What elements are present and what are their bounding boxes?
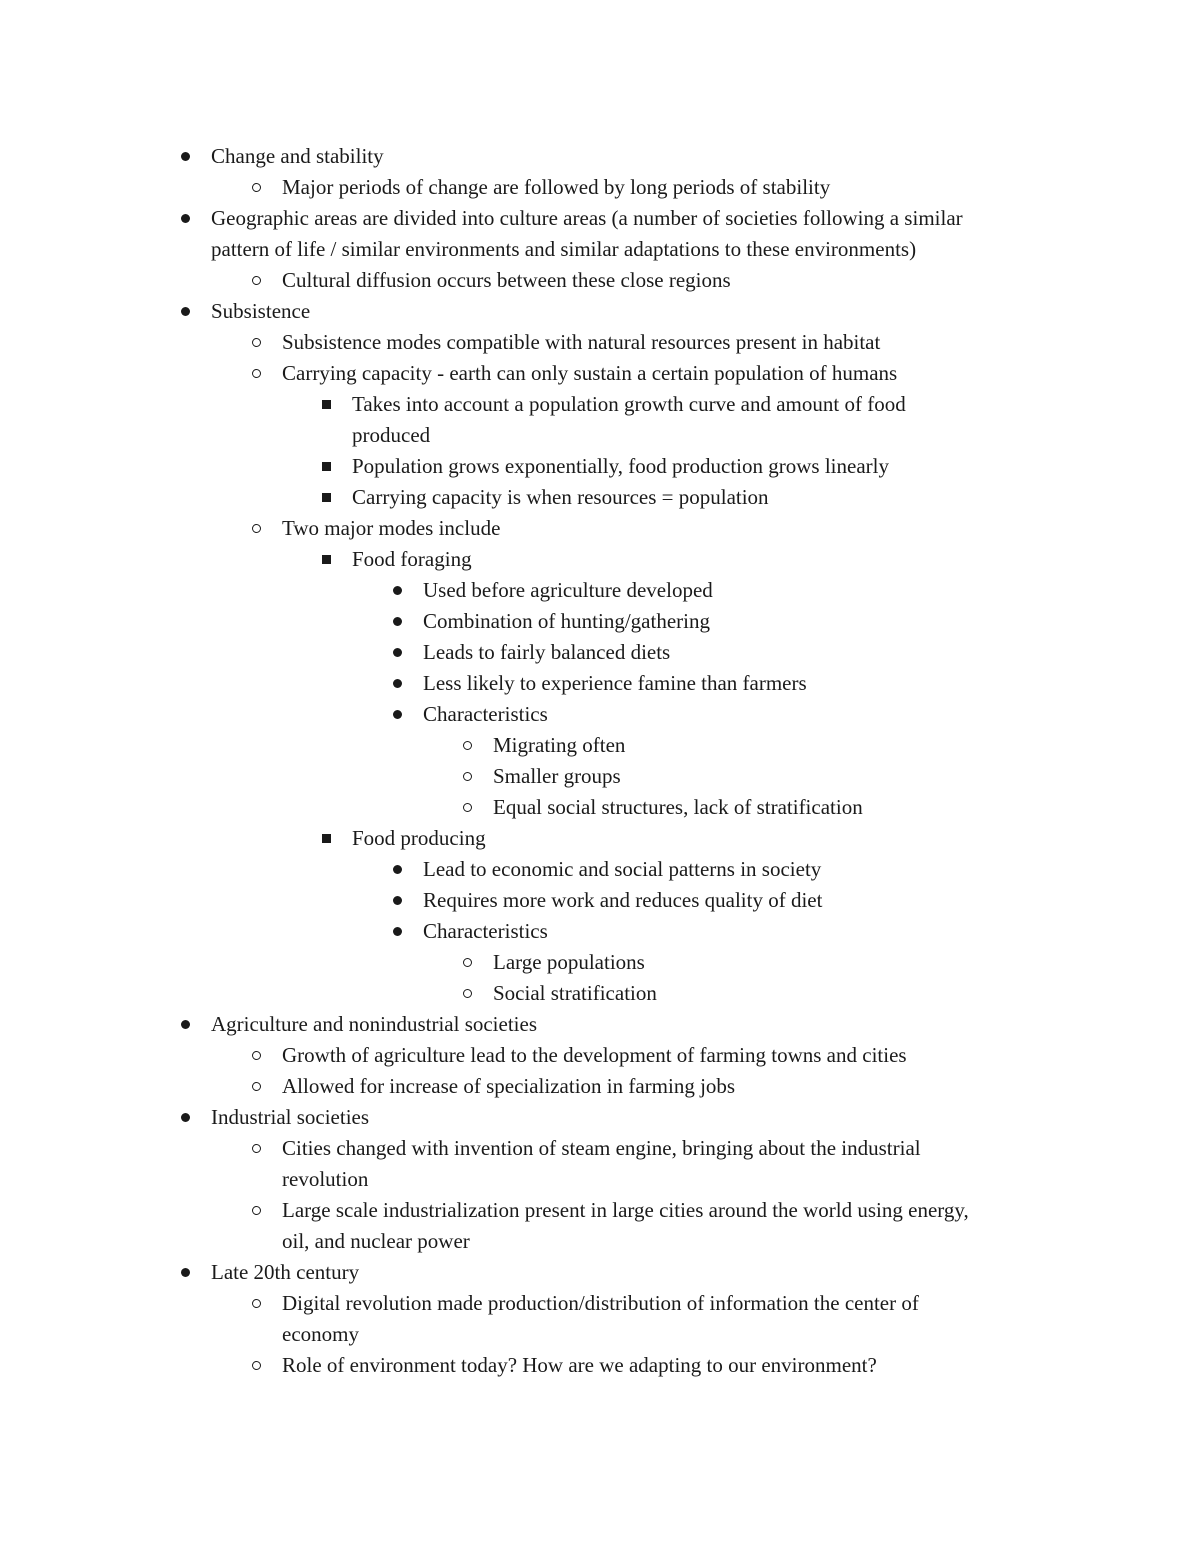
list-item: [0, 1009, 1200, 1040]
list-item-text: Cities changed with invention of steam engine, bringing about the industrial: [282, 1136, 921, 1160]
list-item: [0, 575, 1200, 606]
list-item: [0, 730, 1200, 761]
list-item: [0, 1195, 1200, 1226]
bullet-circle-icon: [457, 761, 477, 781]
list-item-text: Smaller groups: [493, 764, 621, 788]
list-item-text: Social stratification: [493, 981, 657, 1005]
list-item-text: Food foraging: [352, 547, 472, 571]
list-item: [0, 668, 1200, 699]
list-item: [0, 637, 1200, 668]
bullet-circle-icon: [246, 513, 266, 533]
list-item: [0, 1040, 1200, 1071]
list-item: [0, 978, 1200, 1009]
bullet-circle-icon: [246, 1195, 266, 1215]
list-item-continuation: [0, 1226, 1200, 1257]
list-item-text: Takes into account a population growth curve and amount of food: [352, 392, 906, 416]
list-item-continuation: [0, 1164, 1200, 1195]
list-item-text: Migrating often: [493, 733, 626, 757]
list-item: [0, 792, 1200, 823]
list-item-text: Subsistence: [211, 299, 311, 323]
bullet-circle-icon: [246, 1288, 266, 1308]
list-item: [0, 172, 1200, 203]
list-item-text: revolution: [282, 1167, 369, 1191]
list-item: [0, 606, 1200, 637]
bullet-disc-icon: [387, 854, 407, 874]
list-item: [0, 451, 1200, 482]
list-item-text: Carrying capacity is when resources = population: [352, 485, 769, 509]
bullet-disc-icon: [175, 141, 195, 161]
bullet-disc-icon: [387, 575, 407, 595]
list-item-continuation: [0, 420, 1200, 451]
bullet-circle-icon: [246, 1133, 266, 1153]
bullet-disc-icon: [387, 699, 407, 719]
bullet-circle-icon: [246, 1071, 266, 1091]
list-item-continuation: [0, 1319, 1200, 1350]
list-item-text: Industrial societies: [211, 1105, 370, 1129]
bullet-disc-icon: [175, 1257, 195, 1277]
list-item-text: Equal social structures, lack of stratification: [493, 795, 863, 819]
list-item-text: Late 20th century: [211, 1260, 360, 1284]
bullet-circle-icon: [246, 1040, 266, 1060]
bullet-square-icon: [316, 451, 336, 471]
list-item-text: Role of environment today? How are we adapting to our environment?: [282, 1353, 877, 1377]
list-item: [0, 1071, 1200, 1102]
list-item: [0, 1133, 1200, 1164]
list-item-text: Geographic areas are divided into culture areas (a number of societies following a similar: [211, 206, 963, 230]
list-item: [0, 544, 1200, 575]
list-item: [0, 482, 1200, 513]
list-item: [0, 1102, 1200, 1133]
bullet-circle-icon: [246, 1350, 266, 1370]
list-item-text: pattern of life / similar environments and similar adaptations to these environments): [211, 237, 917, 261]
list-item-text: oil, and nuclear power: [282, 1229, 470, 1253]
bullet-disc-icon: [387, 606, 407, 626]
list-item-text: Large populations: [493, 950, 645, 974]
list-item: [0, 947, 1200, 978]
list-item: [0, 513, 1200, 544]
list-item-text: Lead to economic and social patterns in society: [423, 857, 822, 881]
bullet-circle-icon: [457, 792, 477, 812]
list-item: [0, 854, 1200, 885]
list-item-text: Carrying capacity - earth can only sustain a certain population of humans: [282, 361, 898, 385]
list-item-text: Food producing: [352, 826, 486, 850]
list-item-text: Subsistence modes compatible with natural resources present in habitat: [282, 330, 881, 354]
list-item-text: Requires more work and reduces quality of diet: [423, 888, 823, 912]
list-item-text: Allowed for increase of specialization in farming jobs: [282, 1074, 736, 1098]
bullet-disc-icon: [175, 203, 195, 223]
bullet-disc-icon: [175, 296, 195, 316]
bullet-disc-icon: [175, 1009, 195, 1029]
list-item-text: Growth of agriculture lead to the development of farming towns and cities: [282, 1043, 907, 1067]
list-item-text: Leads to fairly balanced diets: [423, 640, 671, 664]
list-item-text: Combination of hunting/gathering: [423, 609, 710, 633]
bullet-disc-icon: [387, 668, 407, 688]
list-item-text: economy: [282, 1322, 359, 1346]
list-item: [0, 203, 1200, 234]
bullet-circle-icon: [246, 327, 266, 347]
list-item-text: Used before agriculture developed: [423, 578, 713, 602]
list-item-text: Cultural diffusion occurs between these close regions: [282, 268, 731, 292]
bullet-circle-icon: [246, 172, 266, 192]
notes-page: [0, 141, 1200, 1381]
bullet-square-icon: [316, 482, 336, 502]
bullet-square-icon: [316, 389, 336, 409]
list-item-continuation: [0, 234, 1200, 265]
bullet-disc-icon: [175, 1102, 195, 1122]
list-item-text: Major periods of change are followed by long periods of stability: [282, 175, 831, 199]
list-item: [0, 916, 1200, 947]
list-item-text: Characteristics: [423, 702, 548, 726]
bullet-square-icon: [316, 823, 336, 843]
bullet-circle-icon: [246, 358, 266, 378]
list-item-text: produced: [352, 423, 431, 447]
bullet-circle-icon: [457, 978, 477, 998]
bullet-disc-icon: [387, 885, 407, 905]
list-item: [0, 885, 1200, 916]
list-item: [0, 823, 1200, 854]
list-item: [0, 358, 1200, 389]
list-item-text: Two major modes include: [282, 516, 501, 540]
list-item-text: Digital revolution made production/distribution of information the center of: [282, 1291, 919, 1315]
list-item: [0, 141, 1200, 172]
list-item: [0, 265, 1200, 296]
list-item: [0, 1350, 1200, 1381]
list-item-text: Characteristics: [423, 919, 548, 943]
list-item-text: Less likely to experience famine than farmers: [423, 671, 807, 695]
list-item-text: Agriculture and nonindustrial societies: [211, 1012, 538, 1036]
bullet-disc-icon: [387, 637, 407, 657]
list-item: [0, 761, 1200, 792]
list-item: [0, 296, 1200, 327]
bullet-disc-icon: [387, 916, 407, 936]
list-item-text: Large scale industrialization present in large cities around the world using energy,: [282, 1198, 969, 1222]
list-item: [0, 699, 1200, 730]
list-item: [0, 389, 1200, 420]
list-item: [0, 1288, 1200, 1319]
list-item-text: Change and stability: [211, 144, 384, 168]
bullet-circle-icon: [457, 730, 477, 750]
list-item-text: Population grows exponentially, food production grows linearly: [352, 454, 889, 478]
bullet-circle-icon: [246, 265, 266, 285]
list-item: [0, 1257, 1200, 1288]
bullet-circle-icon: [457, 947, 477, 967]
list-item: [0, 327, 1200, 358]
bullet-square-icon: [316, 544, 336, 564]
